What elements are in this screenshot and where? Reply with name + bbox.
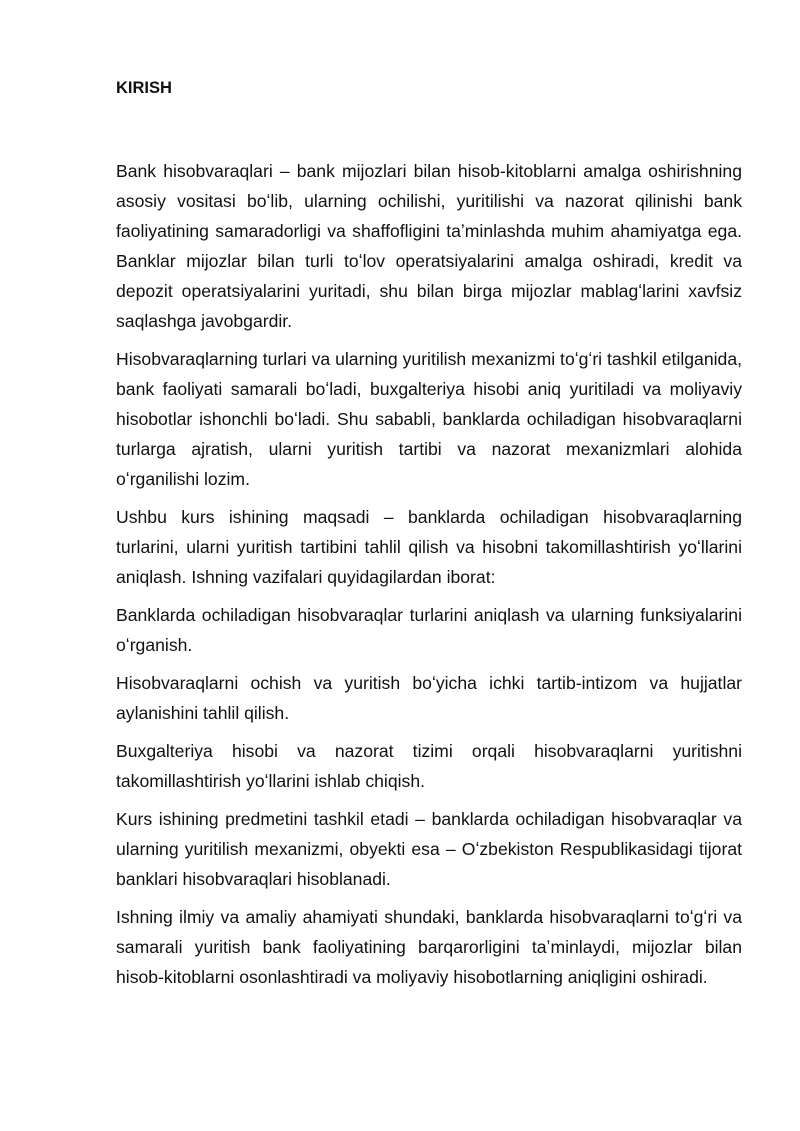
page-title: KIRISH (116, 79, 172, 97)
paragraph-task-3: Buxgalteriya hisobi va nazorat tizimi orqali hisobvaraqlarni yuritishni takomillashtirish yoʻllarini ishlab chiqish. (116, 741, 742, 791)
paragraph-subject-object: Kurs ishining predmetini tashkil etadi – banklarda ochiladigan hisobvaraqlar va ularning yuritilish mexanizmi, obyekti esa – Oʻzbekiston Respublikasidagi tijorat banklari hisobvaraqlari hisoblanadi. (116, 809, 742, 889)
paragraph-account-types: Hisobvaraqlarning turlari va ularning yuritilish mexanizmi toʻgʻri tashkil etilganida, bank faoliyati samarali boʻladi, buxgalteriya hisobi aniq yuritiladi va moliyaviy hisobotlar ishonchli boʻladi. Shu sababli, banklarda ochiladigan hisobvaraqlarni turlarga ajratish, ularni yuritish tartibi va nazorat mexanizmlari alohida oʻrganilishi lozim. (116, 349, 742, 489)
paragraph-introduction: Bank hisobvaraqlari – bank mijozlari bilan hisob-kitoblarni amalga oshirishning asosiy vositasi boʻlib, ularning ochilishi, yuritilishi va nazorat qilinishi bank faoliyatining samaradorligi va shaffofligini taʼminlashda muhim ahamiyatga ega. Banklar mijozlar bilan turli toʻlov operatsiyalarini amalga oshiradi, kredit va depozit operatsiyalarini yuritadi, shu bilan birga mijozlar mablagʻlarini xavfsiz saqlashga javobgardir. (116, 161, 742, 331)
paragraph-task-1: Banklarda ochiladigan hisobvaraqlar turlarini aniqlash va ularning funksiyalarini oʻrganish. (116, 605, 742, 655)
paragraph-task-2: Hisobvaraqlarni ochish va yuritish boʻyicha ichki tartib-intizom va hujjatlar aylanishini tahlil qilish. (116, 673, 742, 723)
document-page (116, 76, 742, 1000)
paragraph-goal: Ushbu kurs ishining maqsadi – banklarda ochiladigan hisobvaraqlarning turlarini, ularni yuritish tartibini tahlil qilish va hisobni takomillashtirish yoʻllarini aniqlash. Ishning vazifalari quyidagilardan iborat: (116, 507, 742, 587)
paragraph-significance: Ishning ilmiy va amaliy ahamiyati shundaki, banklarda hisobvaraqlarni toʻgʻri va samarali yuritish bank faoliyatining barqarorligini taʼminlaydi, mijozlar bilan hisob-kitoblarni osonlashtiradi va moliyaviy hisobotlarning aniqligini oshiradi. (116, 907, 742, 987)
